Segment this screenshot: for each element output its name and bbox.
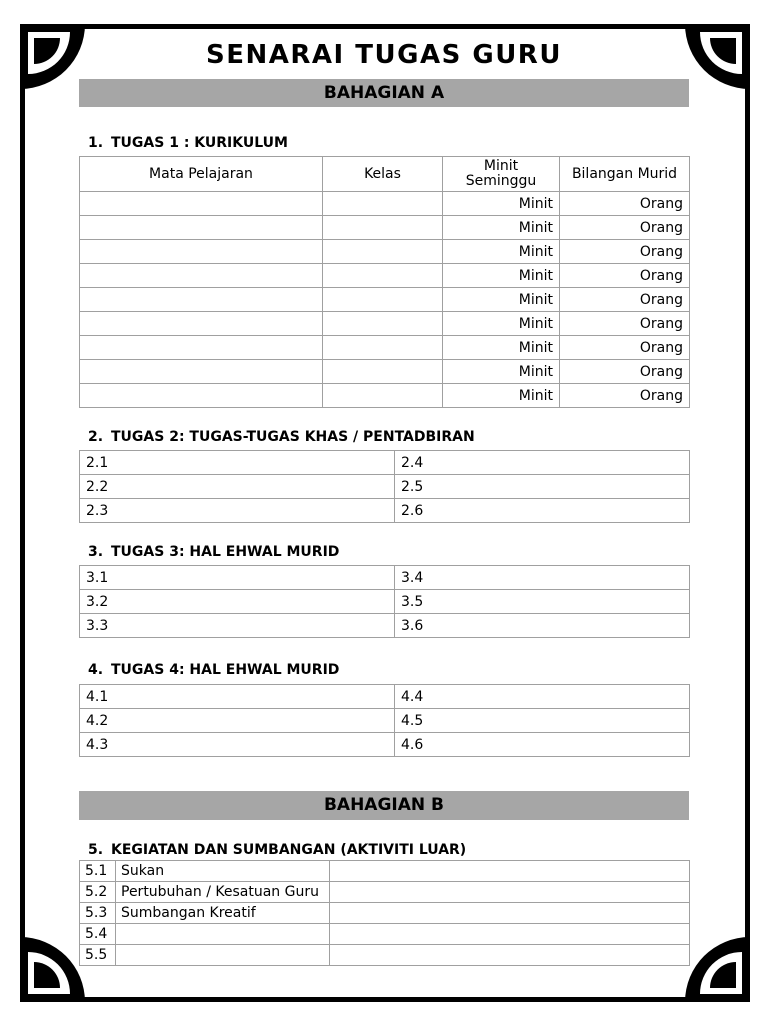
mata-pelajaran-cell[interactable] <box>80 240 323 264</box>
pentadbiran-table <box>79 450 690 523</box>
table-row <box>80 475 690 499</box>
minit-cell[interactable]: Minit <box>443 312 560 336</box>
tugas3-title: TUGAS 3: HAL EHWAL MURID <box>111 544 340 560</box>
duty-cell[interactable]: 3.4 <box>395 566 690 590</box>
kegiatan-table <box>79 860 690 966</box>
kegiatan-title: KEGIATAN DAN SUMBANGAN (AKTIVITI LUAR) <box>111 842 467 858</box>
table-row <box>80 945 690 966</box>
row-number: 5.5 <box>80 945 116 966</box>
table-row <box>80 499 690 523</box>
hal-ehwal-murid-table-4 <box>79 684 690 757</box>
murid-cell[interactable]: Orang <box>560 384 690 408</box>
table-row <box>80 336 690 360</box>
table-row <box>80 312 690 336</box>
table-header-row <box>80 157 690 192</box>
tugas4-number: 4. <box>88 662 104 678</box>
table-row <box>80 566 690 590</box>
column-header-minit-seminggu: Minit Seminggu <box>443 157 560 192</box>
kurikulum-table <box>79 156 690 408</box>
kelas-cell[interactable] <box>323 360 443 384</box>
minit-cell[interactable]: Minit <box>443 240 560 264</box>
tugas4-title: TUGAS 4: HAL EHWAL MURID <box>111 662 340 678</box>
duty-cell[interactable]: 4.3 <box>80 733 395 757</box>
column-header-bilangan-murid: Bilangan Murid <box>560 157 690 192</box>
row-number: 5.2 <box>80 882 116 903</box>
tugas3-number: 3. <box>88 544 104 560</box>
duty-cell[interactable]: 2.5 <box>395 475 690 499</box>
murid-cell[interactable]: Orang <box>560 336 690 360</box>
table-row <box>80 288 690 312</box>
activity-label: Sumbangan Kreatif <box>116 903 330 924</box>
murid-cell[interactable]: Orang <box>560 240 690 264</box>
kelas-cell[interactable] <box>323 312 443 336</box>
section-a-header: BAHAGIAN A <box>79 79 689 107</box>
murid-cell[interactable]: Orang <box>560 312 690 336</box>
kelas-cell[interactable] <box>323 240 443 264</box>
kegiatan-heading <box>88 842 466 858</box>
mata-pelajaran-cell[interactable] <box>80 336 323 360</box>
duty-cell[interactable]: 4.4 <box>395 685 690 709</box>
activity-label[interactable] <box>116 924 330 945</box>
duty-cell[interactable]: 3.1 <box>80 566 395 590</box>
duty-cell[interactable]: 2.6 <box>395 499 690 523</box>
table-row <box>80 614 690 638</box>
tugas2-number: 2. <box>88 429 104 445</box>
row-number: 5.4 <box>80 924 116 945</box>
murid-cell[interactable]: Orang <box>560 360 690 384</box>
duty-cell[interactable]: 3.5 <box>395 590 690 614</box>
kelas-cell[interactable] <box>323 216 443 240</box>
duty-cell[interactable]: 4.5 <box>395 709 690 733</box>
mata-pelajaran-cell[interactable] <box>80 264 323 288</box>
minit-cell[interactable]: Minit <box>443 216 560 240</box>
duty-cell[interactable]: 2.2 <box>80 475 395 499</box>
minit-cell[interactable]: Minit <box>443 264 560 288</box>
duty-cell[interactable]: 4.1 <box>80 685 395 709</box>
table-row <box>80 903 690 924</box>
duty-cell[interactable]: 3.6 <box>395 614 690 638</box>
tugas4-heading <box>88 662 339 678</box>
table-row <box>80 733 690 757</box>
activity-entry-cell[interactable] <box>330 945 690 966</box>
mata-pelajaran-cell[interactable] <box>80 192 323 216</box>
table-row <box>80 360 690 384</box>
table-row <box>80 451 690 475</box>
corner-ornament-bottom-right <box>680 932 750 1002</box>
row-number: 5.3 <box>80 903 116 924</box>
document-title: SENARAI TUGAS GURU <box>206 40 562 70</box>
table-row <box>80 709 690 733</box>
tugas2-title: TUGAS 2: TUGAS-TUGAS KHAS / PENTADBIRAN <box>111 429 475 445</box>
minit-cell[interactable]: Minit <box>443 336 560 360</box>
kegiatan-number: 5. <box>88 842 104 858</box>
duty-cell[interactable]: 2.1 <box>80 451 395 475</box>
duty-cell[interactable]: 2.3 <box>80 499 395 523</box>
mata-pelajaran-cell[interactable] <box>80 216 323 240</box>
hal-ehwal-murid-table-3 <box>79 565 690 638</box>
activity-label: Sukan <box>116 861 330 882</box>
activity-entry-cell[interactable] <box>330 882 690 903</box>
murid-cell[interactable]: Orang <box>560 288 690 312</box>
table-row <box>80 924 690 945</box>
table-row <box>80 384 690 408</box>
table-row <box>80 264 690 288</box>
mata-pelajaran-cell[interactable] <box>80 384 323 408</box>
duty-cell[interactable]: 4.6 <box>395 733 690 757</box>
table-row <box>80 216 690 240</box>
tugas1-number: 1. <box>88 135 104 151</box>
activity-entry-cell[interactable] <box>330 861 690 882</box>
table-row <box>80 240 690 264</box>
table-row <box>80 590 690 614</box>
activity-entry-cell[interactable] <box>330 924 690 945</box>
duty-cell[interactable]: 3.3 <box>80 614 395 638</box>
minit-cell[interactable]: Minit <box>443 384 560 408</box>
murid-cell[interactable]: Orang <box>560 216 690 240</box>
duty-cell[interactable]: 3.2 <box>80 590 395 614</box>
table-row <box>80 861 690 882</box>
duty-cell[interactable]: 4.2 <box>80 709 395 733</box>
murid-cell[interactable]: Orang <box>560 264 690 288</box>
activity-label[interactable] <box>116 945 330 966</box>
kelas-cell[interactable] <box>323 288 443 312</box>
activity-entry-cell[interactable] <box>330 903 690 924</box>
table-row <box>80 192 690 216</box>
mata-pelajaran-cell[interactable] <box>80 288 323 312</box>
tugas2-heading <box>88 429 475 445</box>
murid-cell[interactable]: Orang <box>560 192 690 216</box>
tugas1-title: TUGAS 1 : KURIKULUM <box>111 135 288 151</box>
minit-cell[interactable]: Minit <box>443 288 560 312</box>
column-header-kelas: Kelas <box>323 157 443 192</box>
column-header-mata-pelajaran: Mata Pelajaran <box>80 157 323 192</box>
duty-cell[interactable]: 2.4 <box>395 451 690 475</box>
section-b-header: BAHAGIAN B <box>79 791 689 820</box>
kelas-cell[interactable] <box>323 264 443 288</box>
activity-label: Pertubuhan / Kesatuan Guru <box>116 882 330 903</box>
mata-pelajaran-cell[interactable] <box>80 312 323 336</box>
table-row <box>80 685 690 709</box>
row-number: 5.1 <box>80 861 116 882</box>
kelas-cell[interactable] <box>323 192 443 216</box>
kelas-cell[interactable] <box>323 384 443 408</box>
minit-cell[interactable]: Minit <box>443 192 560 216</box>
minit-cell[interactable]: Minit <box>443 360 560 384</box>
tugas1-heading <box>88 135 288 151</box>
tugas3-heading <box>88 544 339 560</box>
kelas-cell[interactable] <box>323 336 443 360</box>
mata-pelajaran-cell[interactable] <box>80 360 323 384</box>
table-row <box>80 882 690 903</box>
